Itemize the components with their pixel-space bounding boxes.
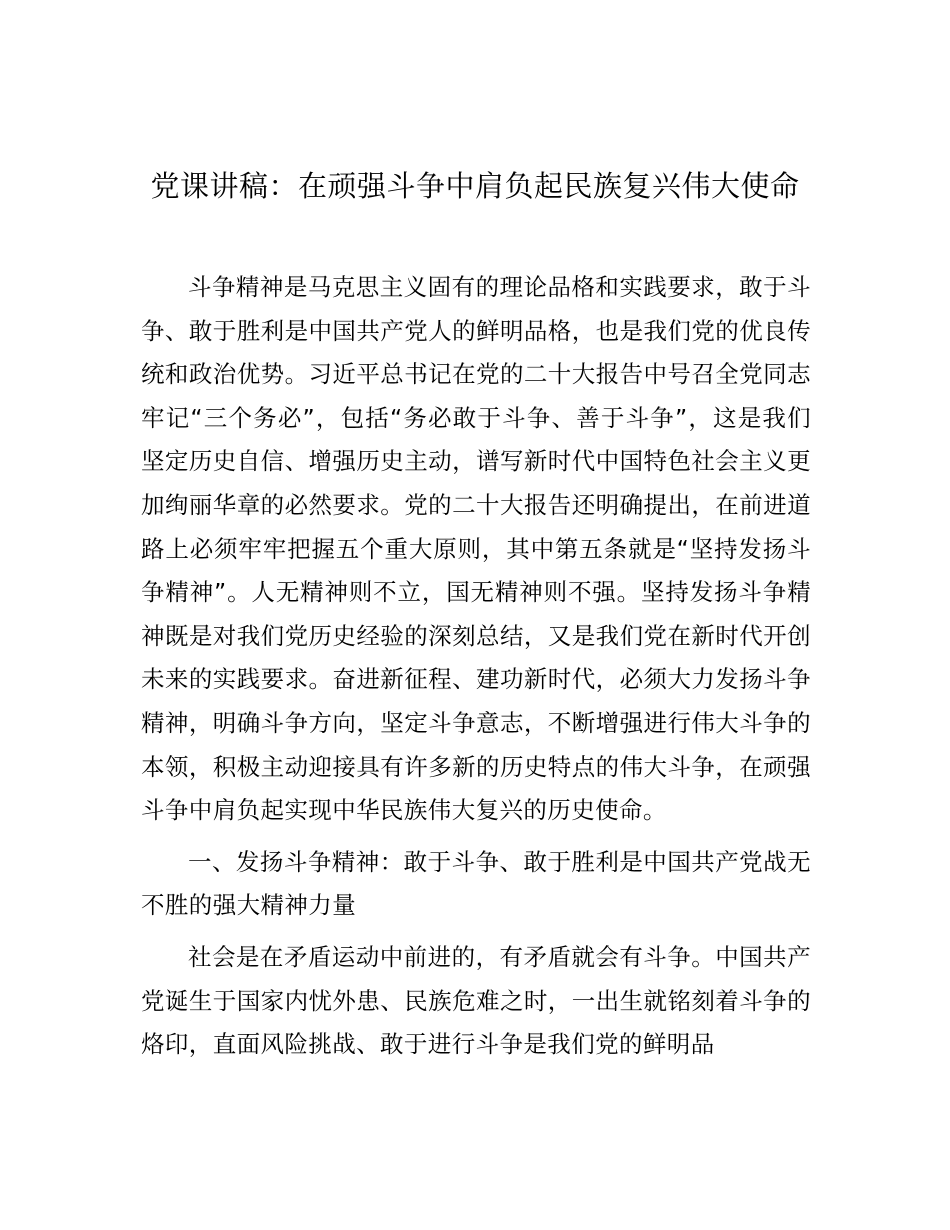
document-title: 党课讲稿：在顽强斗争中肩负起民族复兴伟大使命 [150, 169, 800, 203]
body-paragraph: 社会是在矛盾运动中前进的，有矛盾就会有斗争。中国共产党诞生于国家内忧外患、民族危难之时，一出生就铭刻着斗争的烙印，直面风险挑战、敢于进行斗争是我们党的鲜明品 [141, 942, 811, 1059]
section-heading: 一、发扬斗争精神：敢于斗争、敢于胜利是中国共产党战无不胜的强大精神力量 [141, 847, 811, 920]
intro-paragraph: 斗争精神是马克思主义固有的理论品格和实践要求，敢于斗争、敢于胜利是中国共产党人的鲜明品格，也是我们党的优良传统和政治优势。习近平总书记在党的二十大报告中号召全党同志牢记“三个务必”，包括“务必敢于斗争、善于斗争”，这是我们坚定历史自信、增强历史主动，谱写新时代中国特色社会主义更加绚丽华章的必然要求。党的二十大报告还明确提出，在前进道路上必须牢牢把握五个重大原则，其中第五条就是“坚持发扬斗争精神”。人无精神则不立，国无精神则不强。坚持发扬斗争精神既是对我们党历史经验的深刻总结，又是我们党在新时代开创未来的实践要求。奋进新征程、建功新时代，必须大力发扬斗争精神，明确斗争方向，坚定斗争意志，不断增强进行伟大斗争的本领，积极主动迎接具有许多新的历史特点的伟大斗争，在顽强斗争中肩负起实现中华民族伟大复兴的历史使命。 [141, 273, 811, 825]
document-body [141, 266, 811, 1067]
